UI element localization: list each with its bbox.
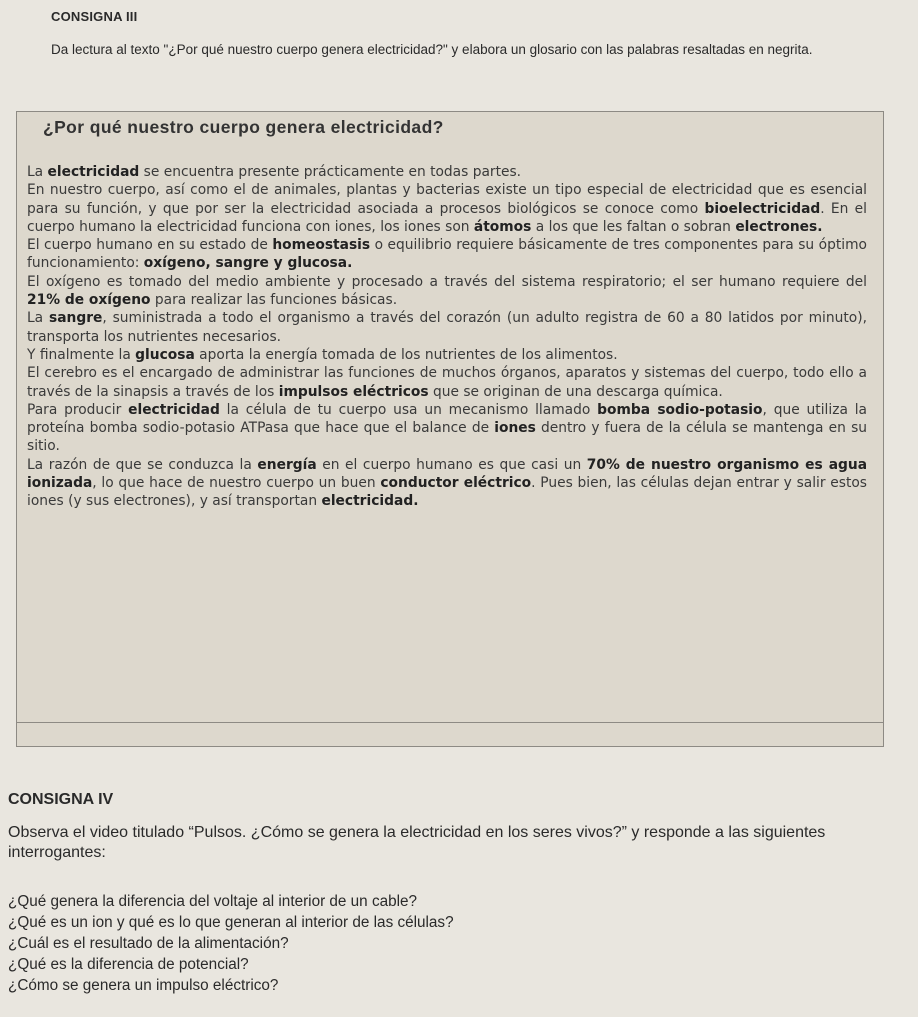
consigna-iii-instruction: Da lectura al texto "¿Por qué nuestro cuerpo genera electricidad?" y elabora un glosario con las palabras resaltadas en negrita. — [51, 42, 813, 57]
reading-body — [27, 163, 867, 511]
reading-paragraph: El oxígeno es tomado del medio ambiente y procesado a través del sistema respiratorio; el ser humano requiere del 21% de oxígeno para realizar las funciones básicas. — [27, 273, 867, 309]
question-item: ¿Qué es un ion y qué es lo que generan al interior de las células? — [8, 914, 454, 931]
reading-paragraph: Y finalmente la glucosa aporta la energía tomada de los nutrientes de los alimentos. — [27, 346, 618, 363]
reading-paragraph: La electricidad se encuentra presente prácticamente en todas partes. — [27, 164, 522, 180]
reading-paragraph: El cerebro es el encargado de administrar las funciones de muchos órganos, aparatos y sistemas del cuerpo, todo ello a través de la sinapsis a través de los impulsos eléctricos que se originan de una descarga química. — [27, 365, 867, 400]
consigna-iii-title: CONSIGNA III — [51, 9, 138, 24]
reading-paragraph: El cuerpo humano en su estado de homeostasis o equilibrio requiere básicamente de tres componentes para su óptimo funcionamiento: oxígeno, sangre y glucosa. — [27, 237, 867, 272]
reading-paragraph: La razón de que se conduzca la energía en el cuerpo humano es que casi un 70% de nuestro organismo es agua ionizada, lo que hace de nuestro cuerpo un buen conductor eléctrico. Pues bien, las células dejan entrar y salir estos iones (y sus electrones), y así transportan electricidad. — [27, 456, 868, 510]
consigna-iv-instruction: Observa el video titulado “Pulsos. ¿Cómo se genera la electricidad en los seres vivos?” y responde a las siguientes interrogantes: — [8, 824, 826, 861]
question-item: ¿Cuál es el resultado de la alimentación? — [8, 935, 289, 952]
question-item: ¿Qué genera la diferencia del voltaje al interior de un cable? — [8, 893, 418, 910]
reading-title: ¿Por qué nuestro cuerpo genera electricidad? — [43, 117, 444, 137]
reading-paragraph: Para producir electricidad la célula de tu cuerpo usa un mecanismo llamado bomba sodio-potasio, que utiliza la proteína bomba sodio-potasio ATPasa que hace que el balance de iones dentro y fuera de la célula se mantenga en su sitio. — [27, 401, 868, 455]
question-item: ¿Qué es la diferencia de potencial? — [8, 956, 249, 973]
reading-paragraph: La sangre, suministrada a todo el organismo a través del corazón (un adulto registra de 60 a 80 latidos por minuto), transporta los nutrientes necesarios. — [27, 310, 868, 345]
reading-paragraph: En nuestro cuerpo, así como el de animales, plantas y bacterias existe un tipo especial de electricidad que es esencial para su función, y que por ser la electricidad asociada a procesos biológicos se conoce como bioelectricidad. En el cuerpo humano la electricidad funciona con iones, los iones son átomos a los que les faltan o sobran electrones. — [27, 182, 867, 235]
question-item: ¿Cómo se genera un impulso eléctrico? — [8, 977, 279, 994]
divider — [16, 722, 884, 723]
consigna-iv-title: CONSIGNA IV — [8, 791, 114, 808]
question-list — [8, 891, 898, 996]
